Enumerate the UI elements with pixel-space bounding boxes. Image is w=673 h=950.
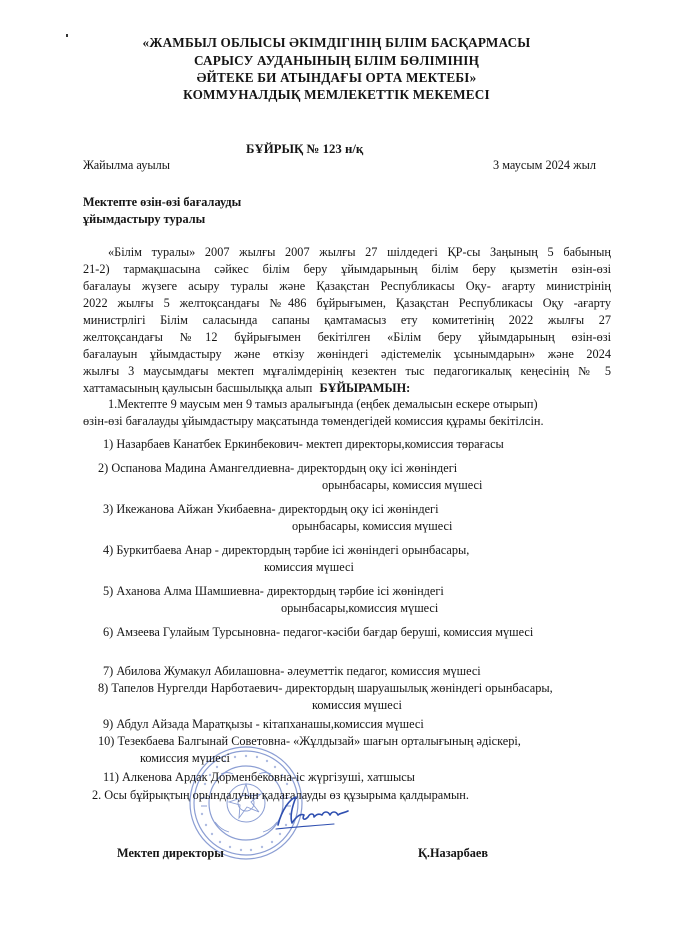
commission-member-6: 6) Амзеева Гулайым Турсыновна- педагог-кәсіби бағдар беруші, комиссия мүшесі	[103, 625, 534, 639]
preamble-line-1: «Білім туралы» 2007 жылғы 2007 жылғы 27 шілдедегі ҚР-сы Заңының 5 бабының	[108, 245, 611, 259]
item-1-line-2: өзін-өзі бағалауды ұйымдастыру мақсатында төмендегідей комиссия құрамы бекітілсін.	[83, 414, 544, 428]
commission-member-8-role: комиссия мүшесі	[312, 698, 402, 712]
commission-member-2-role: орынбасары, комиссия мүшесі	[322, 478, 483, 492]
preamble-final-line	[83, 381, 410, 396]
order-place: Жайылма ауылы	[83, 158, 171, 172]
preamble-line-4: 2022 жылғы 5 желтоқсандағы №486 бұйрығымен, Қазақстан Республикасы Оқу -ағарту	[83, 296, 611, 310]
header-line-2: САРЫСУ АУДАНЫНЫҢ БІЛІМ БӨЛІМІНІҢ	[193, 53, 480, 68]
preamble-line-8: жылғы 3 маусымдағы мектеп мұғалімдерінің кезектен тыс педагогикалық кеңесінің № 5	[83, 364, 611, 378]
preamble-line-6: желтоқсандағы №12 бұйрығымен бекітілген «Білім беру ұйымдарының өзін-өзі	[83, 330, 611, 344]
commission-member-4-role: комиссия мүшесі	[264, 560, 354, 574]
commission-member-8: 8) Тапелов Нургелди Нарботаевич- директордың шаруашылық жөніндегі орынбасары,	[98, 681, 553, 695]
preamble-line-5: министрлігі Білім саласында сапаны қамтамасыз ету комитетінің 2022 жылғы 27	[83, 313, 611, 327]
commission-member-1: 1) Назарбаев Канатбек Еркинбекович- мектеп директоры,комиссия төрағасы	[103, 437, 504, 451]
commission-member-7: 7) Абилова Жумакул Абилашовна- әлеуметтік педагог, комиссия мүшесі	[103, 664, 481, 678]
item-1-line-1: 1.Мектепте 9 маусым мен 9 тамыз аралығында (еңбек демалысын ескере отырып)	[108, 397, 538, 411]
header-line-4: КОММУНАЛДЫҚ МЕМЛЕКЕТТІК МЕКЕМЕСІ	[183, 87, 490, 102]
commission-member-3-role: орынбасары, комиссия мүшесі	[292, 519, 453, 533]
order-title: БҰЙРЫҚ № 123 н/қ	[246, 142, 364, 156]
commission-member-4: 4) Буркитбаева Анар - директордың тәрбие ісі жөніндегі орынбасары,	[103, 543, 470, 557]
order-date: 3 маусым 2024 жыл	[493, 158, 597, 172]
preamble-line-3: бағалауы жүзеге асыру туралы және Қазақстан Республикасы Оқу- ағарту министрінің	[83, 279, 611, 293]
commission-member-9: 9) Абдул Айзада Маратқызы - кітапханашы,комиссия мүшесі	[103, 717, 424, 731]
preamble-line-2: 21-2) тармақшасына сәйкес білім беру ұйымдарының білім беру қызметін өзін-өзі	[83, 262, 611, 276]
commission-member-2: 2) Оспанова Мадина Амангелдиевна- директордың оқу ісі жөніндегі	[98, 461, 458, 475]
order-word: БҰЙЫРАМЫН:	[319, 381, 411, 395]
commission-member-11: 11) Алкенова Ардак Дорменбековна-іс жүргізуші, хатшысы	[103, 770, 415, 784]
commission-member-5-role: орынбасары,комиссия мүшесі	[281, 601, 439, 615]
header-line-3: ӘЙТЕКЕ БИ АТЫНДАҒЫ ОРТА МЕКТЕБІ»	[196, 70, 477, 85]
handwritten-signature	[272, 789, 354, 833]
commission-member-10-role: комиссия мүшесі	[140, 751, 230, 765]
commission-member-5: 5) Аханова Алма Шамшиевна- директордың тәрбие ісі жөніндегі	[103, 584, 444, 598]
subject-line-1: Мектепте өзін-өзі бағалауды	[83, 195, 242, 209]
item-2: 2. Осы бұйрықтың орындалуын қадағалауды өз құзырыма қалдырамын.	[92, 788, 469, 802]
commission-member-10: 10) Тезекбаева Балгынай Советовна- «Жұлдызай» шағын орталығының әдіскері,	[98, 734, 521, 748]
preamble-line-7: бағалауын ұйымдастыру және өткізу жөніндегі әдістемелік ұсынымдарын» және 2024	[83, 347, 611, 361]
commission-member-3: 3) Икежанова Айжан Укибаевна- директордың оқу ісі жөніндегі	[103, 502, 439, 516]
subject-line-2: ұйымдастыру туралы	[83, 212, 206, 226]
signatory-position: Мектеп директоры	[117, 846, 224, 860]
signatory-name: Қ.Назарбаев	[418, 846, 489, 860]
preamble-final-text: хаттамасының қаулысын басшылыққа алып	[83, 381, 313, 395]
header-line-1: «ЖАМБЫЛ ОБЛЫСЫ ӘКІМДІГІНІҢ БІЛІМ БАСҚАРМАСЫ	[142, 35, 531, 50]
